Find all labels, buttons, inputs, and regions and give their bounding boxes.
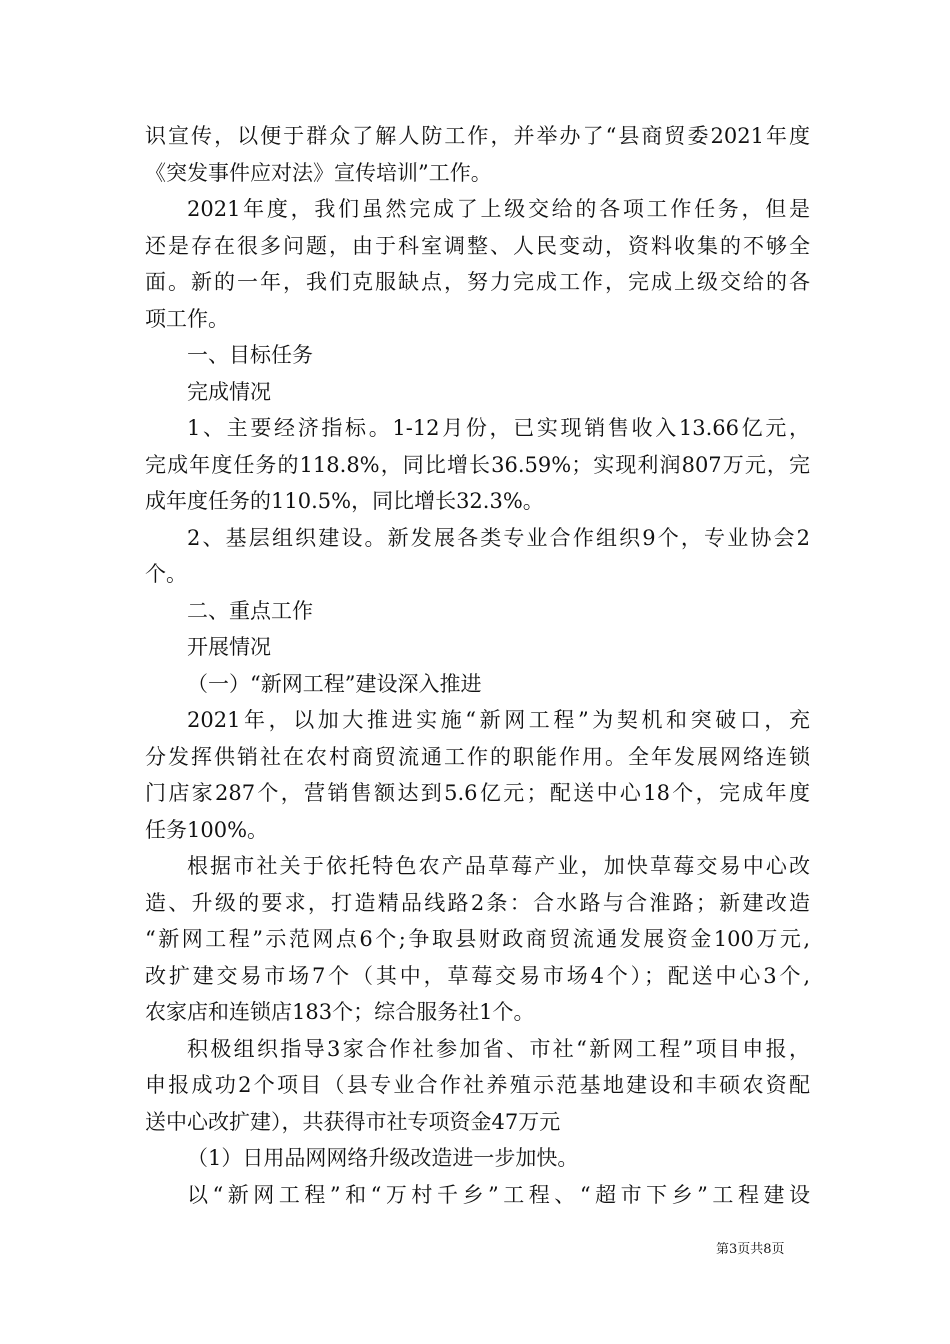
text-line: 1、主要经济指标。1-12月份，已实现销售收入13.66亿元，	[187, 416, 810, 440]
text-line: 成年度任务的110.5%，同比增长32.3%。	[145, 489, 544, 513]
page-number-footer: 第3页共8页	[716, 1242, 785, 1257]
text-line: 完成情况	[187, 379, 271, 404]
text-line: “新网工程”示范网点6个;争取县财政商贸流通发展资金100万元,	[145, 927, 810, 951]
text-line: 送中心改扩建），共获得市社专项资金47万元	[145, 1109, 561, 1134]
text-line: 个。	[145, 562, 187, 586]
text-line: 《突发事件应对法》宣传培训”工作。	[145, 160, 492, 185]
text-line: 项工作。	[145, 306, 229, 331]
text-line: 任务100%。	[145, 817, 269, 842]
text-line: 造、升级的要求，打造精品线路2条：合水路与合淮路；新建改造	[145, 890, 810, 915]
text-line: 根据市社关于依托特色农产品草莓产业，加快草莓交易中心改	[187, 854, 810, 878]
text-line: 还是存在很多问题，由于科室调整、人民变动，资料收集的不够全	[145, 233, 810, 258]
text-line: （一）“新网工程”建设深入推进	[187, 671, 482, 696]
text-line: 2021年，以加大推进实施“新网工程”为契机和突破口，充	[187, 708, 810, 732]
text-line: 完成年度任务的118.8%，同比增长36.59%；实现利润807万元，完	[145, 452, 810, 477]
text-line: 2021年度，我们虽然完成了上级交给的各项工作任务，但是	[187, 197, 810, 221]
text-line: 农家店和连锁店183个；综合服务社1个。	[145, 1000, 535, 1024]
text-line: 门店家287个，营销售额达到5.6亿元；配送中心18个，完成年度	[145, 781, 810, 805]
text-line: （1）日用品网网络升级改造进一步加快。	[187, 1146, 579, 1170]
text-line: 积极组织指导3家合作社参加省、市社“新网工程”项目申报，	[187, 1036, 810, 1061]
text-line: 面。新的一年，我们克服缺点，努力完成工作，完成上级交给的各	[145, 270, 810, 294]
text-line: 一、目标任务	[187, 343, 313, 367]
text-line: 分发挥供销社在农村商贸流通工作的职能作用。全年发展网络连锁	[145, 744, 810, 769]
text-line: 二、重点工作	[187, 598, 313, 623]
document-body	[145, 118, 810, 1213]
text-line: 申报成功2个项目（县专业合作社养殖示范基地建设和丰硕农资配	[145, 1073, 810, 1097]
text-line: 识宣传，以便于群众了解人防工作，并举办了“县商贸委2021年度	[145, 124, 810, 148]
text-line: 以“新网工程”和“万村千乡”工程、“超市下乡”工程建设	[187, 1182, 810, 1207]
text-line: 改扩建交易市场7个（其中，草莓交易市场4个）；配送中心3个,	[145, 963, 810, 988]
text-line: 开展情况	[187, 635, 271, 659]
text-line: 2、基层组织建设。新发展各类专业合作组织9个，专业协会2	[187, 525, 810, 550]
